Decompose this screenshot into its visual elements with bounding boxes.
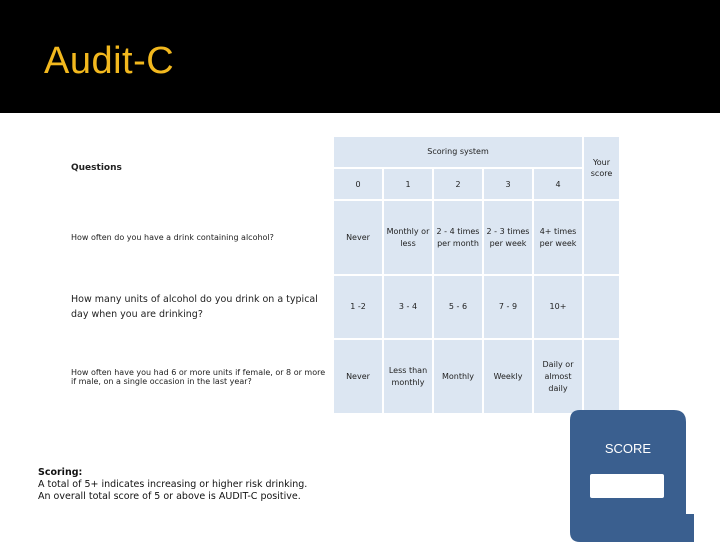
score-column-4: 4 — [534, 169, 582, 199]
answer-cell: 4+ times per week — [534, 201, 582, 274]
scoring-system-header: Scoring system — [334, 137, 582, 167]
answer-cell: Never — [334, 340, 382, 413]
answer-cell: Daily or almost daily — [534, 340, 582, 413]
answer-cell: 10+ — [534, 276, 582, 338]
score-column-0: 0 — [334, 169, 382, 199]
answer-cell: 2 - 3 times per week — [484, 201, 532, 274]
scoring-notes — [38, 467, 307, 503]
question-3: How often have you had 6 or more units if female, or 8 or more if male, on a single occasion in the last year? — [66, 340, 332, 413]
your-score-header: Your score — [584, 137, 619, 199]
answer-cell: Weekly — [484, 340, 532, 413]
score-column-3: 3 — [484, 169, 532, 199]
answer-cell: 1 -2 — [334, 276, 382, 338]
answer-cell: 5 - 6 — [434, 276, 482, 338]
scoring-line-2: An overall total score of 5 or above is AUDIT-C positive. — [38, 490, 301, 502]
answer-cell: 2 - 4 times per month — [434, 201, 482, 274]
question-2: How many units of alcohol do you drink on a typical day when you are drinking? — [66, 276, 332, 338]
answer-cell: 3 - 4 — [384, 276, 432, 338]
questions-header: Questions — [66, 137, 332, 199]
scoring-heading: Scoring: — [38, 467, 83, 478]
answer-cell: Less than monthly — [384, 340, 432, 413]
audit-c-table — [64, 135, 621, 415]
table-row — [66, 276, 619, 338]
score-badge-icon — [562, 410, 694, 542]
slide-title: Audit-C — [44, 40, 175, 82]
score-badge-label: SCORE — [604, 441, 652, 456]
question-1: How often do you have a drink containing alcohol? — [66, 201, 332, 274]
score-entry-box[interactable] — [590, 474, 664, 498]
table-row — [66, 201, 619, 274]
table-row — [66, 340, 619, 413]
scoring-line-1: A total of 5+ indicates increasing or higher risk drinking. — [38, 478, 308, 490]
score-column-2: 2 — [434, 169, 482, 199]
answer-cell: Never — [334, 201, 382, 274]
answer-cell: 7 - 9 — [484, 276, 532, 338]
your-score-cell[interactable] — [584, 340, 619, 413]
your-score-cell[interactable] — [584, 276, 619, 338]
answer-cell: Monthly — [434, 340, 482, 413]
your-score-cell[interactable] — [584, 201, 619, 274]
score-column-1: 1 — [384, 169, 432, 199]
answer-cell: Monthly or less — [384, 201, 432, 274]
